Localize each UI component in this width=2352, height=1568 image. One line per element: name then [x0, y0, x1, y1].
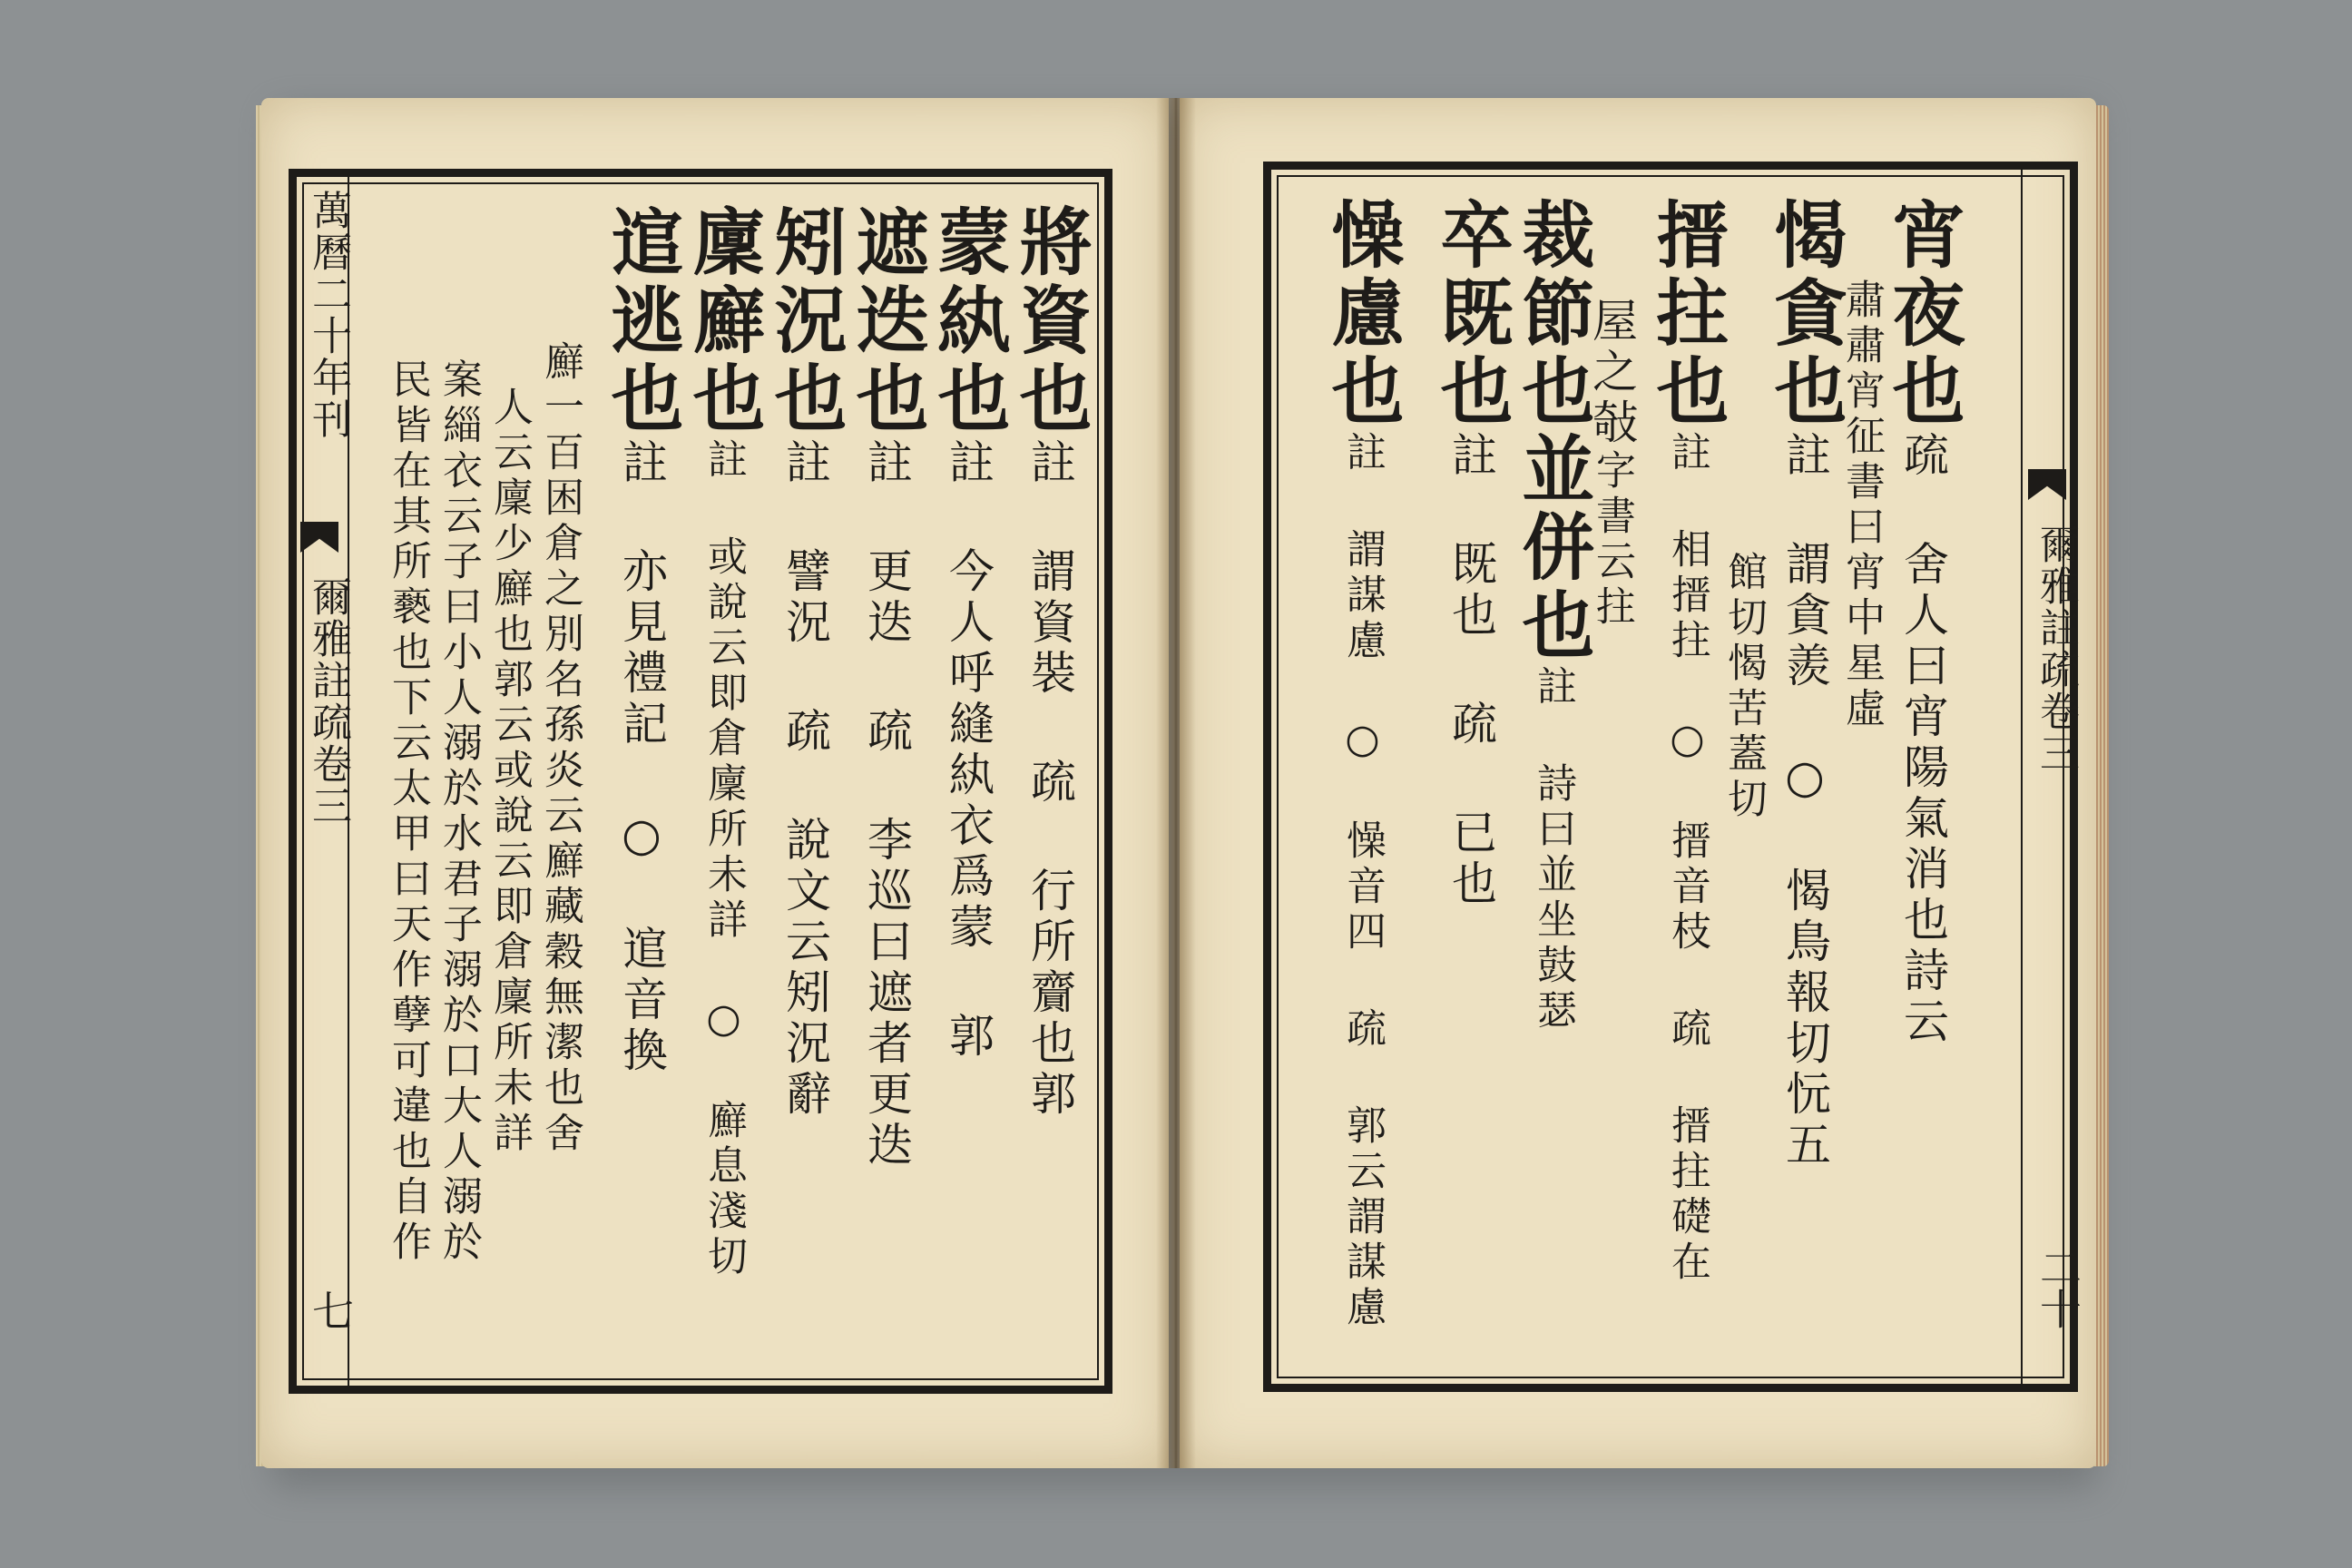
- centre-title: 爾雅註疏卷三: [305, 576, 351, 827]
- right-column-9: [1319, 197, 1405, 1331]
- printing-note: 萬曆二十年刊: [305, 190, 351, 440]
- folio-number: 七: [306, 1289, 355, 1331]
- column-body: 字書云拄: [1589, 449, 1635, 631]
- column-body: 屋之敧: [1585, 297, 1638, 449]
- column-body: 註 今人呼縫紈衣爲蒙 郭: [942, 438, 995, 1063]
- right-page-frame: [1263, 162, 2082, 1392]
- left-column-8: [486, 386, 533, 1157]
- column-head: 矧況也: [762, 204, 848, 438]
- column-body: 註 相搢拄 ○ 搢音枝 疏 搢拄礎在: [1664, 431, 1710, 1286]
- column-body: 民皆在其所褻也下云太甲曰天作孽可違也自作: [385, 358, 431, 1266]
- centre-title: 爾雅註疏卷三: [2033, 524, 2079, 774]
- book-gutter: [1156, 98, 1196, 1468]
- folio-number: 二十: [2034, 1246, 2082, 1329]
- fishtail-mark: [300, 522, 338, 553]
- column-body: 館切愒苦蓋切: [1720, 551, 1767, 823]
- column-head: 愒貪也: [1762, 197, 1847, 431]
- column-body: 疏 舍人曰宵陽氣消也詩云: [1896, 431, 1949, 1048]
- column-body: 註 譬況 疏 說文云矧況辭: [779, 438, 831, 1121]
- column-body: 註 謂謀慮 ○ 懆音四 疏 郭云謂謀慮: [1339, 431, 1386, 1331]
- right-column-5: [1644, 197, 1730, 1286]
- column-head: 遮迭也: [844, 204, 929, 438]
- right-column-7: [1510, 197, 1595, 1034]
- column-body: 註 詩曰並坐鼓瑟: [1530, 665, 1576, 1034]
- right-column-4: [1720, 551, 1767, 823]
- left-column-2: [926, 204, 1011, 1063]
- column-body: 案緇衣云子曰小人溺於水君子溺於口大人溺於: [436, 358, 482, 1266]
- column-body: 註 亦見禮記 ○ 逭音換: [615, 438, 668, 1077]
- left-column-4: [762, 204, 848, 1121]
- column-body: 註 謂資裝 疏 行所齎也郭: [1024, 438, 1076, 1121]
- left-column-9: [436, 358, 482, 1266]
- left-column-7: [537, 340, 583, 1157]
- left-column-10: [385, 358, 431, 1266]
- left-column-5: [681, 204, 766, 1280]
- right-centre-band: [2021, 170, 2082, 1384]
- left-centre-band: [293, 177, 355, 1386]
- right-column-1: [1880, 197, 1965, 1048]
- column-body: 註 更迭 疏 李巡曰遮者更迭: [860, 438, 913, 1171]
- left-column-6: [599, 204, 684, 1077]
- column-head: 搢拄也: [1644, 197, 1730, 431]
- column-body: 肅肅宵征書曰宵中星虛: [1838, 279, 1885, 732]
- right-column-6: [1585, 297, 1638, 631]
- column-body: 註 或說云即倉廩所未詳 ○ 廯息淺切: [701, 438, 747, 1280]
- column-head: 宵夜也: [1880, 197, 1965, 431]
- column-head: 逭逃也: [599, 204, 684, 438]
- column-body: 人云廩少廯也郭云或說云即倉廩所未詳: [486, 386, 533, 1157]
- right-column-8: [1428, 197, 1514, 910]
- column-head: 裁節也並併也: [1510, 197, 1595, 665]
- column-head: 廩廯也: [681, 204, 766, 438]
- column-head: 懆慮也: [1319, 197, 1405, 431]
- column-body: 註 謂貪羨 ○ 愒鳥報切忨五: [1779, 431, 1831, 1171]
- column-body: 廯一百困倉之別名孫炎云廯藏穀無潔也舍: [537, 340, 583, 1157]
- left-column-3: [844, 204, 929, 1171]
- right-column-3: [1762, 197, 1847, 1171]
- column-head: 將資也: [1007, 204, 1093, 438]
- column-body: 註 既也 疏 已也: [1445, 431, 1497, 910]
- fishtail-mark: [2028, 469, 2066, 500]
- column-head: 蒙紈也: [926, 204, 1011, 438]
- left-page-frame: [289, 169, 1112, 1394]
- left-column-1: [1007, 204, 1093, 1121]
- column-head: 卒既也: [1428, 197, 1514, 431]
